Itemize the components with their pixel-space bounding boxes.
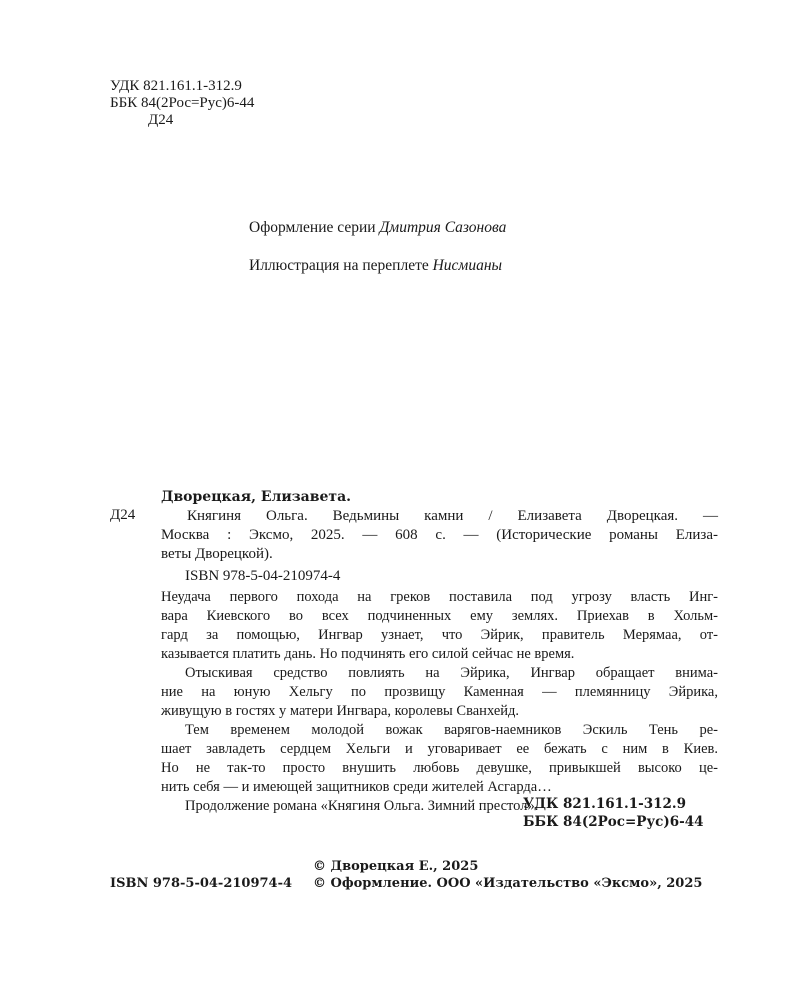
author-mark: Д24 [148, 112, 174, 128]
bibliography-isbn: ISBN 978-5-04-210974-4 [185, 568, 341, 584]
description-line: Княгиня Ольга. Ведьмины камни / Елизавета Дворецкая. — [187, 508, 718, 524]
annotation-line: шает завладеть сердцем Хельги и уговаривает ее бежать с ним в Киев. [161, 741, 718, 757]
annotation-line: Неудача первого похода на греков поставила под угрозу власть Инг- [161, 589, 718, 605]
annotation-line: Тем временем молодой вожак варягов-наемников Эскиль Тень ре- [185, 722, 718, 738]
annotation-line: Отыскивая средство повлиять на Эйрика, Ингвар обращает внима- [185, 665, 718, 681]
copyright-design: © Оформление. ООО «Издательство «Эксмо», 2025 [313, 876, 703, 891]
annotation-line: вара Киевского во всех подчиненных ему землях. Приехав в Хольм- [161, 608, 718, 624]
copyright-author: © Дворецкая Е., 2025 [313, 859, 479, 874]
series-design-credit [249, 219, 506, 237]
footer-isbn: ISBN 978-5-04-210974-4 [110, 876, 293, 891]
annotation-line: нить себя — и имеющей защитников среди жителей Асгарда… [161, 779, 552, 795]
annotation-line: гард за помощью, Ингвар узнает, что Эйрик, правитель Мерямаа, от- [161, 627, 718, 643]
annotation-line: Но не так-то просто внушить любовь девушке, привыкшей высоко це- [161, 760, 718, 776]
annotation-line: живущую в гостях у матери Ингвара, королевы Сванхейд. [161, 703, 520, 719]
footer-classification [523, 795, 704, 831]
annotation-line: ние на юную Хельгу по прозвищу Каменная — племянницу Эйрика, [161, 684, 718, 700]
classification-block [110, 78, 254, 129]
annotation-line: Продолжение романа «Княгиня Ольга. Зимний престол». [185, 798, 539, 814]
bibliography-author: Дворецкая, Елизавета. [161, 489, 352, 505]
udk-code: УДК 821.161.1-312.9 [110, 78, 242, 94]
cover-illustration-prefix: Иллюстрация на переплете [249, 257, 433, 274]
description-line: Москва : Эксмо, 2025. — 608 с. — (Исторические романы Елиза- [161, 527, 718, 543]
annotation-line: казывается платить дань. Но подчинять его силой сейчас не время. [161, 646, 575, 662]
bibliography-mark: Д24 [110, 507, 136, 523]
cover-illustration-credit [249, 257, 502, 275]
bbk-code: ББК 84(2Рос=Рус)6-44 [110, 95, 255, 111]
footer-bbk: ББК 84(2Рос=Рус)6-44 [523, 814, 704, 830]
footer-udk: УДК 821.161.1-312.9 [523, 796, 686, 812]
series-designer-name: Дмитрия Сазонова [379, 219, 507, 236]
annotation [161, 588, 718, 816]
description-line: веты Дворецкой). [161, 546, 273, 562]
bibliography-description [161, 507, 718, 564]
series-design-prefix: Оформление серии [249, 219, 380, 236]
illustrator-name: Нисмианы [432, 257, 503, 274]
